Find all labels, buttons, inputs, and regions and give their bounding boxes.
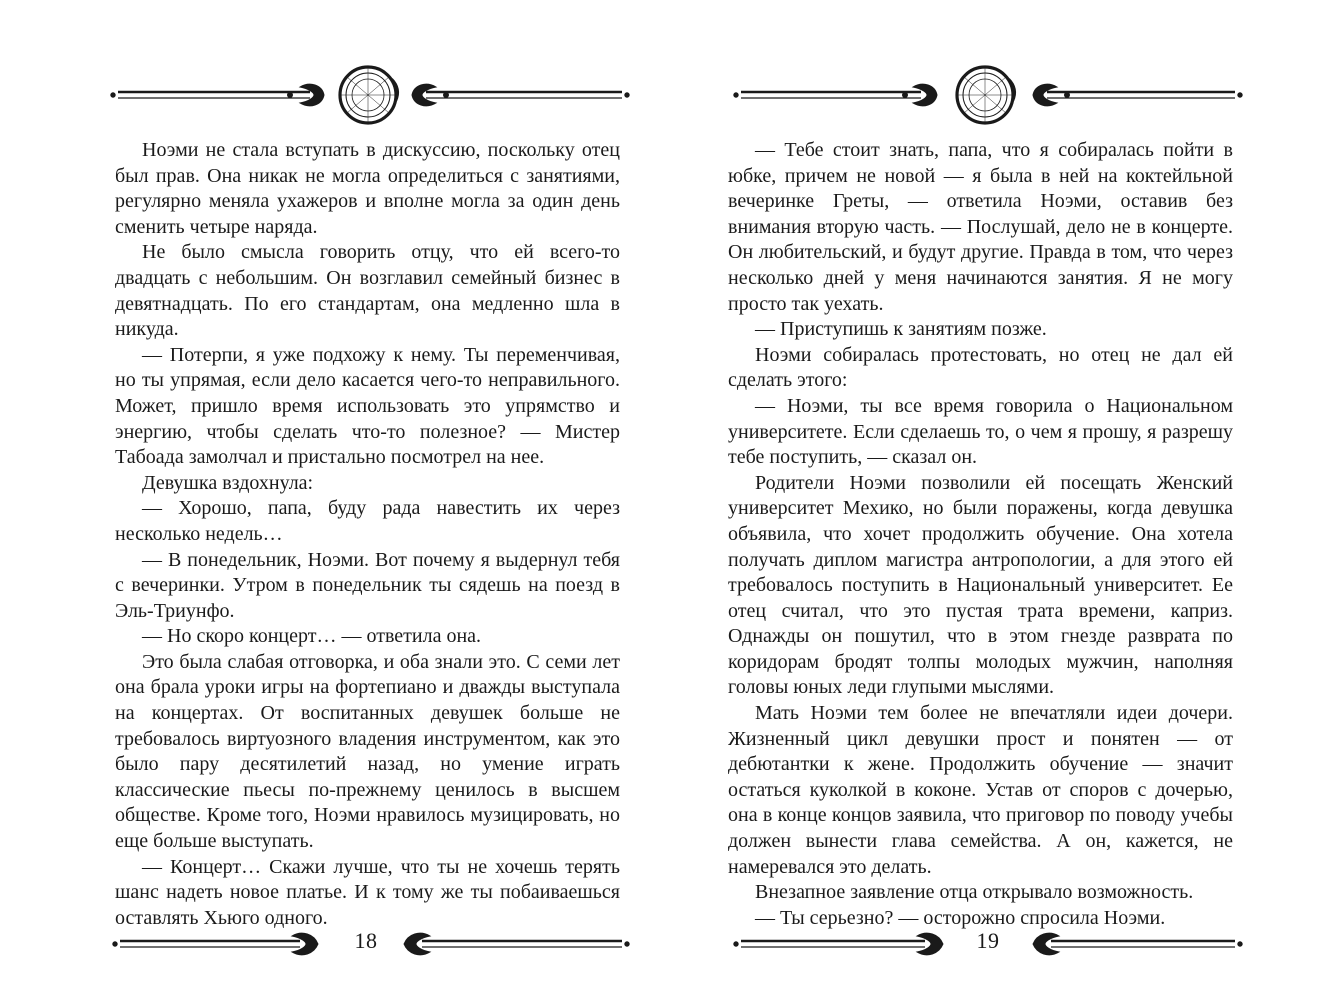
paragraph: Девушка вздохнула: [142,471,314,494]
ouroboros-header-ornament-icon [0,55,668,135]
paragraph: — Концерт… Скажи лучше, что ты не хочешь терять шанс надеть новое платье. И к тому же ты побаиваешься оставлять Хьюго одного. [115,855,620,929]
right-page-body [728,138,1233,931]
left-page-footer [0,922,668,966]
paragraph: Родители Ноэми позволили ей посещать Женский университет Мехико, но были поражены, когда девушка объявила, что хочет продолжить обучение. Она хотела получать диплом магистра антропологии, а для этого ей требовалось поступить в Национальный университет. Ее отец считал, что это пустая трата времени, каприз. Однажды он пошутил, что в этом гнезде разврата по коридорам бродят толпы молодых мужчин, наполняя головы юных леди глупыми мыслями. [728,471,1233,699]
left-page-body [115,138,620,931]
paragraph: — Потерпи, я уже подхожу к нему. Ты переменчивая, но ты упрямая, если дело касается чего-то неправильного. Может, пришло время использовать это упрямство и энергию, чтобы сделать что-то полезное? — Мистер Табоада замолчал и пристально посмотрел на нее. [115,343,620,469]
paragraph: — Хорошо, папа, буду рада навестить их через несколько недель… [115,497,620,545]
paragraph: — Тебе стоит знать, папа, что я собиралась пойти в юбке, причем не новой — я была в ней на коктейльной вечеринке Греты, — ответила Ноэми, оставив без внимания вторую часть. — Послушай, дело не в концерте. Он любительский, и будут другие. Правда в том, что через несколько дней у меня начинаются занятия. Я не могу просто так уехать. [728,139,1233,315]
paragraph: Не было смысла говорить отцу, что ей всего-то двадцать с небольшим. Он возглавил семейный бизнес в девятнадцать. По его стандартам, она медленно шла в никуда. [115,241,620,341]
right-page [669,0,1337,1000]
left-page [0,0,668,1000]
paragraph: — В понедельник, Ноэми. Вот почему я выдернул тебя с вечеринки. Утром в понедельник ты сядешь на поезд в Эль-Триунфо. [115,548,620,622]
ouroboros-header-ornament-icon [669,55,1337,135]
right-page-footer [669,922,1337,966]
paragraph: Внезапное заявление отца открывало возможность. [755,881,1194,904]
paragraph: Это была слабая отговорка, и оба знали это. С семи лет она брала уроки игры на фортепиано и дважды выступала на концертах. От воспитанных девушек больше не требовалось виртуозного владения инструментом, как это было пару десятилетий назад, но умение играть классические пьесы по-прежнему ценилось в высшем обществе. Кроме того, Ноэми нравилось музицировать, но еще больше выступать. [115,650,620,853]
paragraph: Мать Ноэми тем более не впечатляли идеи дочери. Жизненный цикл девушки прост и понятен — от дебютантки к жене. Продолжить обучение — значит остаться куколкой в коконе. Устав от споров с дочерью, она в конце концов заявила, что приговор по поводу учебы должен вынести глава семейства. А он, кажется, не намеревался это делать. [728,702,1233,878]
paragraph: — Но скоро концерт… — ответила она. [142,625,482,648]
paragraph: Ноэми не стала вступать в дискуссию, поскольку отец был прав. Она никак не могла определиться с занятиями, регулярно меняла ухажеров и вполне могла за один день сменить четыре наряда. [115,139,620,238]
paragraph: — Ты серьезно? — осторожно спросила Ноэми. [755,906,1166,929]
paragraph: — Ноэми, ты все время говорила о Национальном университете. Если сделаешь то, о чем я прошу, я разрешу тебе поступить, — сказал он. [728,394,1233,469]
page-number: 19 [976,928,1000,953]
paragraph: — Приступишь к занятиям позже. [755,318,1047,341]
paragraph: Ноэми собиралась протестовать, но отец не дал ей сделать этого: [728,343,1233,392]
footer-rule-ornament-icon [0,922,668,966]
page-number: 18 [354,928,378,953]
